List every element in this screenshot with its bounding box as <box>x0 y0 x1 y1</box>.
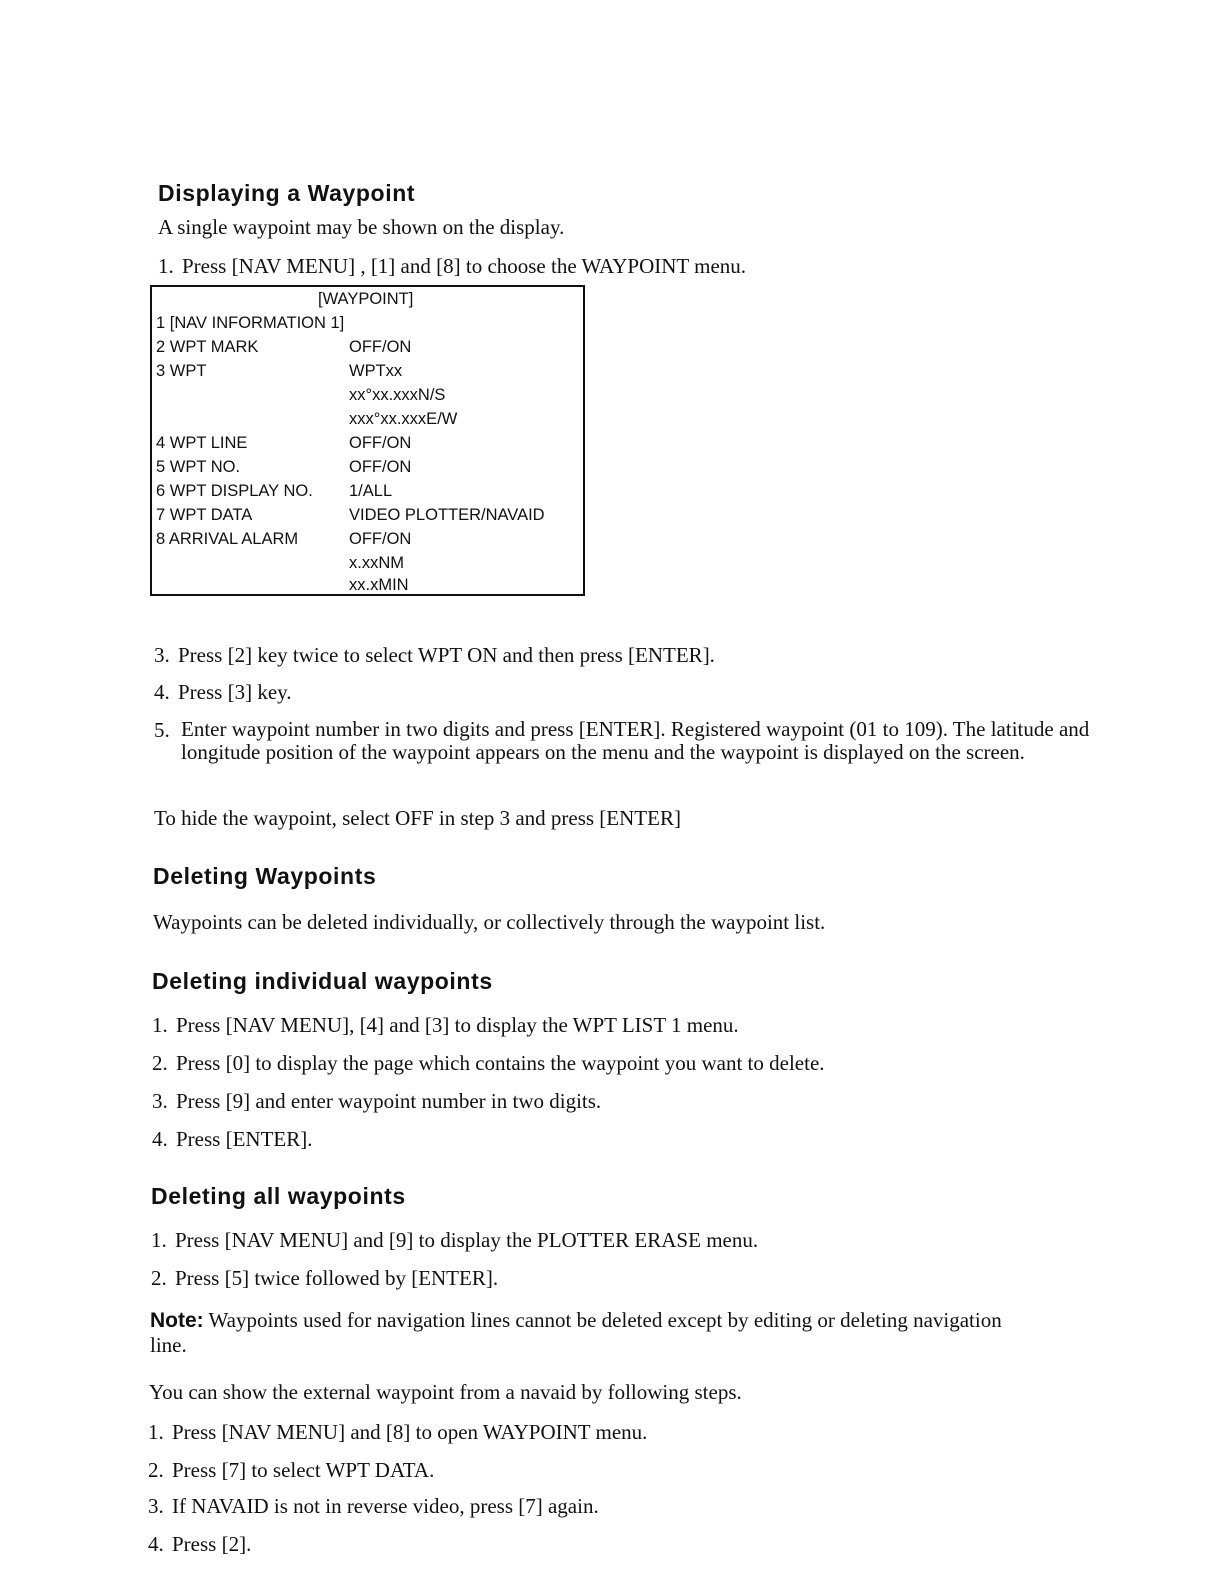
heading-displaying-a-waypoint: Displaying a Waypoint <box>158 180 416 206</box>
step-item <box>152 1051 825 1075</box>
step-item <box>148 1532 251 1556</box>
step-text: Press [3] key. <box>178 680 292 704</box>
heading-deleting-individual: Deleting individual waypoints <box>152 968 493 994</box>
menu-row-value: OFF/ON <box>349 434 412 452</box>
step-number: 4. <box>152 1127 168 1151</box>
step-number: 4. <box>154 680 170 704</box>
step-text: Press [5] twice followed by [ENTER]. <box>175 1266 499 1290</box>
step-number: 2. <box>151 1266 167 1290</box>
menu-row-value: x.xxNM <box>349 554 404 572</box>
menu-row-value: OFF/ON <box>349 458 412 476</box>
menu-row-key: 6 WPT DISPLAY NO. <box>156 482 313 500</box>
step-item <box>154 643 715 667</box>
menu-row-key: 8 ARRIVAL ALARM <box>156 530 299 548</box>
menu-row-key: 3 WPT <box>156 362 207 380</box>
step-number: 5. <box>154 718 170 742</box>
step-number: 3. <box>148 1494 164 1518</box>
step-text: Press [0] to display the page which contains the waypoint you want to delete. <box>176 1051 825 1075</box>
menu-row-key: 4 WPT LINE <box>156 434 248 452</box>
menu-row-value: xx.xMIN <box>349 576 409 594</box>
menu-row-value: OFF/ON <box>349 530 412 548</box>
heading-deleting-all: Deleting all waypoints <box>151 1183 406 1209</box>
menu-row-key: 1 [NAV INFORMATION 1] <box>156 314 345 332</box>
step-text: Enter waypoint number in two digits and press [ENTER]. Registered waypoint (01 to 109). The latitude and longitude position of the waypoint appears on the menu and the waypoint is displayed on the screen. <box>181 717 1090 764</box>
step-item <box>152 1089 601 1113</box>
menu-row-key: 7 WPT DATA <box>156 506 253 524</box>
menu-row-value: 1/ALL <box>349 482 393 500</box>
step-text: Press [ENTER]. <box>176 1127 313 1151</box>
step-item <box>154 718 1094 764</box>
menu-row-value: WPTxx <box>349 362 403 380</box>
step-text: Press [2] key twice to select WPT ON and then press [ENTER]. <box>178 643 715 667</box>
menu-row-key: 2 WPT MARK <box>156 338 259 356</box>
step-item <box>148 1458 434 1482</box>
waypoint-menu-box <box>150 285 585 596</box>
step-text: If NAVAID is not in reverse video, press [7] again. <box>172 1494 599 1518</box>
menu-row-value: OFF/ON <box>349 338 412 356</box>
menu-row-value: xx°xx.xxxN/S <box>349 386 446 404</box>
step-item <box>151 1266 498 1290</box>
step-number: 2. <box>148 1458 164 1482</box>
step-text: Press [NAV MENU], [4] and [3] to display the WPT LIST 1 menu. <box>176 1013 739 1037</box>
paragraph-intro: A single waypoint may be shown on the display. <box>158 215 565 239</box>
step-text: Press [NAV MENU] and [9] to display the PLOTTER ERASE menu. <box>175 1228 759 1252</box>
step-item <box>151 1228 758 1252</box>
menu-row-key: 5 WPT NO. <box>156 458 241 476</box>
step-number: 1. <box>151 1228 167 1252</box>
step-number: 2. <box>152 1051 168 1075</box>
step-number: 1. <box>152 1013 168 1037</box>
heading-deleting-waypoints: Deleting Waypoints <box>153 863 377 889</box>
step-text: Press [NAV MENU] and [8] to open WAYPOINT menu. <box>172 1420 648 1444</box>
step-item <box>148 1420 647 1444</box>
paragraph-hide-waypoint: To hide the waypoint, select OFF in step 3 and press [ENTER] <box>154 806 681 830</box>
step-number: 3. <box>152 1089 168 1113</box>
step-text: Press [2]. <box>172 1532 252 1556</box>
step-item <box>154 680 292 704</box>
step-item <box>148 1494 599 1518</box>
step-text: Press [NAV MENU] , [1] and [8] to choose the WAYPOINT menu. <box>182 254 747 278</box>
step-number: 1. <box>148 1420 164 1444</box>
menu-row-value: VIDEO PLOTTER/NAVAID <box>349 506 545 524</box>
step-number: 1. <box>158 254 174 278</box>
step-text: Press [9] and enter waypoint number in two digits. <box>176 1089 602 1113</box>
step-item <box>152 1013 739 1037</box>
step-item <box>158 254 746 278</box>
note-label: Note: <box>150 1309 204 1332</box>
note-text: Waypoints used for navigation lines cannot be deleted except by editing or deleting navigation line. <box>150 1308 1002 1357</box>
step-number: 4. <box>148 1532 164 1556</box>
step-number: 3. <box>154 643 170 667</box>
menu-title: [WAYPOINT] <box>318 290 414 308</box>
paragraph-deleting-intro: Waypoints can be deleted individually, or collectively through the waypoint list. <box>153 910 826 934</box>
step-item <box>152 1127 312 1151</box>
menu-row-value: xxx°xx.xxxE/W <box>349 410 458 428</box>
note-paragraph <box>150 1308 1010 1357</box>
paragraph-external-waypoint: You can show the external waypoint from a navaid by following steps. <box>149 1380 742 1404</box>
step-text: Press [7] to select WPT DATA. <box>172 1458 435 1482</box>
